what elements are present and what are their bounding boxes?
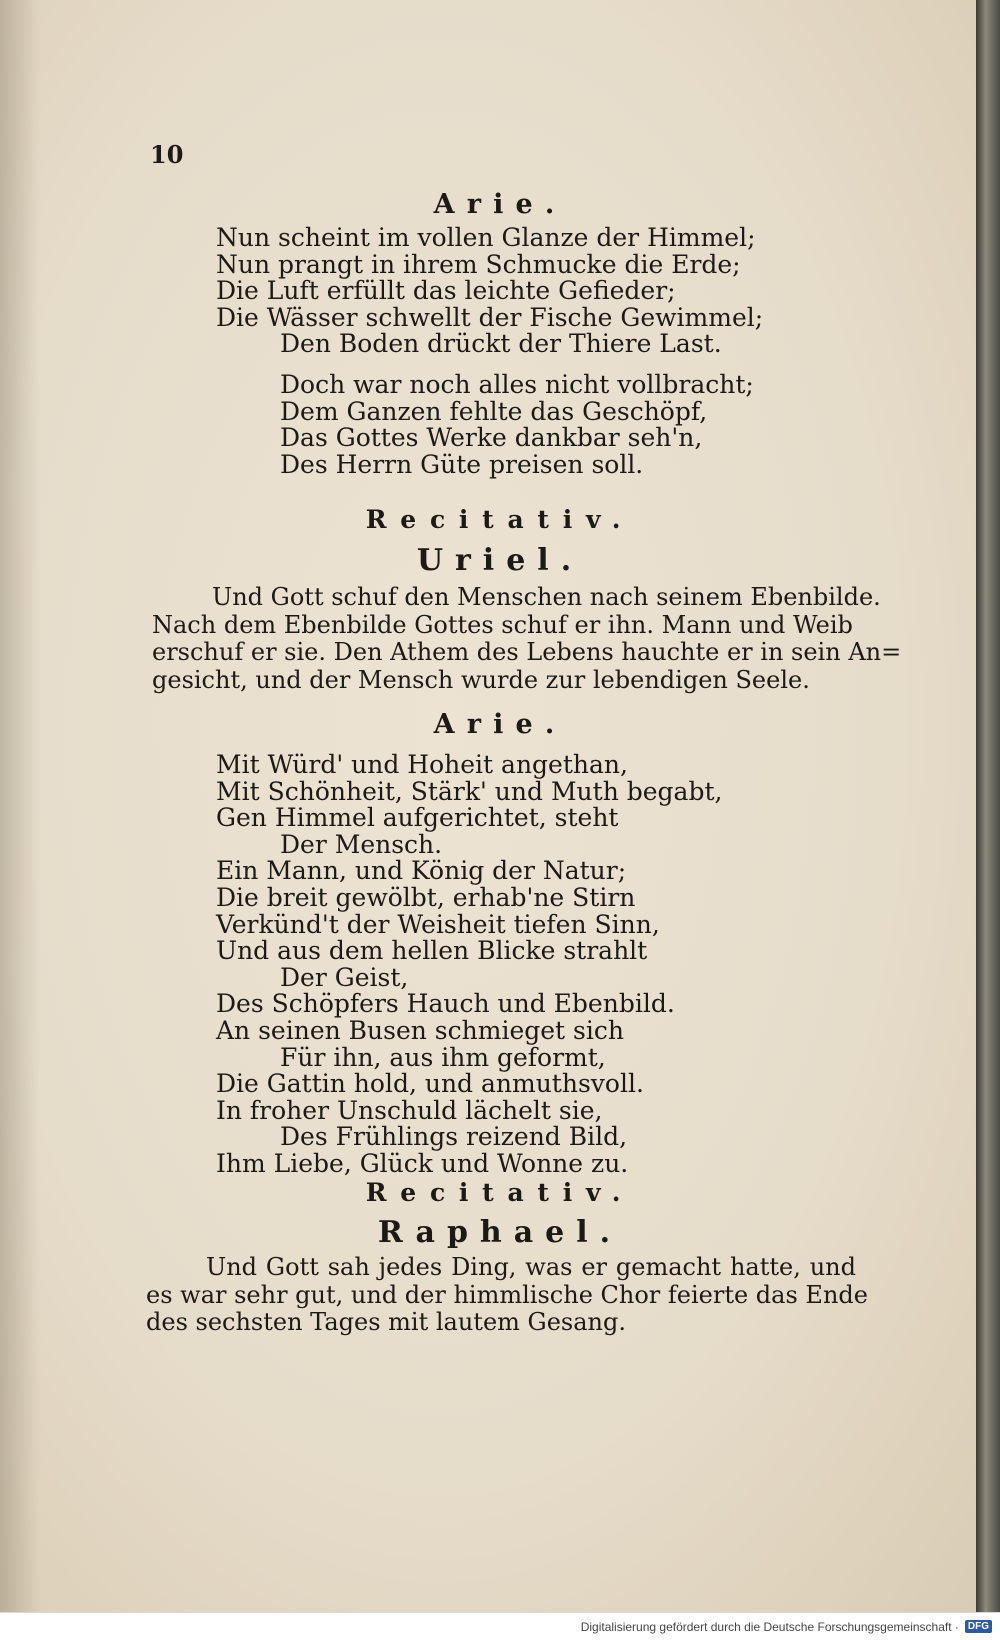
heading-recitativ-2: Recitativ. [365,1178,635,1207]
verse-line: Ein Mann, und König der Natur; [216,856,627,886]
verse-line: Nun scheint im vollen Glanze der Himmel; [216,223,756,252]
heading-arie-2: Arie. [433,709,567,740]
footer-credit-text: Digitalisierung gefördert durch die Deutsche Forschungsgemeinschaft · [580,1619,959,1634]
verse-line: Die Luft erfüllt das leichte Gefieder; [216,276,676,306]
heading-raphael: Raphael. [377,1215,623,1250]
prose-line: es war sehr gut, und der himmlische Chor feierte das Ende [146,1280,868,1309]
uriel-recitative-text [152,583,902,694]
verse-line: Nun prangt in ihrem Schmucke die Erde; [216,249,741,279]
prose-line: Nach dem Ebenbilde Gottes schuf er ihn. Mann und Weib [152,610,853,639]
verse-line: In froher Unschuld lächelt sie, [216,1095,603,1125]
verse-line: Das Gottes Werke dankbar seh'n, [280,423,703,453]
heading-recitativ-1: Recitativ. [365,505,635,534]
prose-line: erschuf er sie. Den Athem des Lebens hauchte er in sein An= [152,638,902,666]
arie-1-stanza-1 [216,225,856,358]
prose-line: des sechsten Tages mit lautem Gesang. [146,1308,626,1336]
verse-line: Den Boden drückt der Thiere Last. [280,329,722,359]
arie-1-stanza-2 [216,372,856,478]
verse-line: Dem Ganzen fehlte das Geschöpf, [280,396,708,426]
verse-line: Für ihn, aus ihm geformt, [280,1042,606,1072]
arie-2-lines [216,752,856,1178]
verse-line: Gen Himmel aufgerichtet, steht [216,803,619,833]
raphael-recitative-text [146,1253,868,1337]
verse-line: Der Geist, [280,962,409,992]
dfg-logo: DFG [965,1620,992,1633]
verse-line: Doch war noch alles nicht vollbracht; [280,370,754,399]
page-gutter-shadow [0,0,40,1612]
verse-line: Und aus dem hellen Blicke strahlt [216,936,648,966]
digitization-footer [0,1612,1000,1640]
verse-line: Des Frühlings reizend Bild, [280,1122,628,1152]
verse-line: Die breit gewölbt, erhab'ne Stirn [216,882,636,912]
verse-line: Der Mensch. [280,829,443,859]
prose-line: Und Gott sah jedes Ding, was er gemacht hatte, und [206,1253,856,1281]
book-spine-edge [976,0,1000,1612]
verse-line: Mit Schönheit, Stärk' und Muth begabt, [216,776,723,806]
heading-uriel: Uriel. [416,543,584,578]
prose-line: Und Gott schuf den Menschen nach seinem Ebenbilde. [212,583,881,611]
verse-line: Die Wässer schwellt der Fische Gewimmel; [216,302,764,332]
verse-line: An seinen Busen schmieget sich [216,1015,624,1045]
page-number: 10 [150,140,184,169]
prose-line: gesicht, und der Mensch wurde zur lebendigen Seele. [152,665,810,694]
verse-line: Des Schöpfers Hauch und Ebenbild. [216,989,675,1019]
verse-line: Mit Würd' und Hoheit angethan, [216,750,628,779]
verse-line: Ihm Liebe, Glück und Wonne zu. [216,1148,629,1178]
verse-line: Die Gattin hold, und anmuthsvoll. [216,1069,644,1099]
verse-line: Des Herrn Güte preisen soll. [280,449,644,479]
heading-arie-1: Arie. [433,189,567,220]
verse-line: Verkünd't der Weisheit tiefen Sinn, [216,909,660,939]
